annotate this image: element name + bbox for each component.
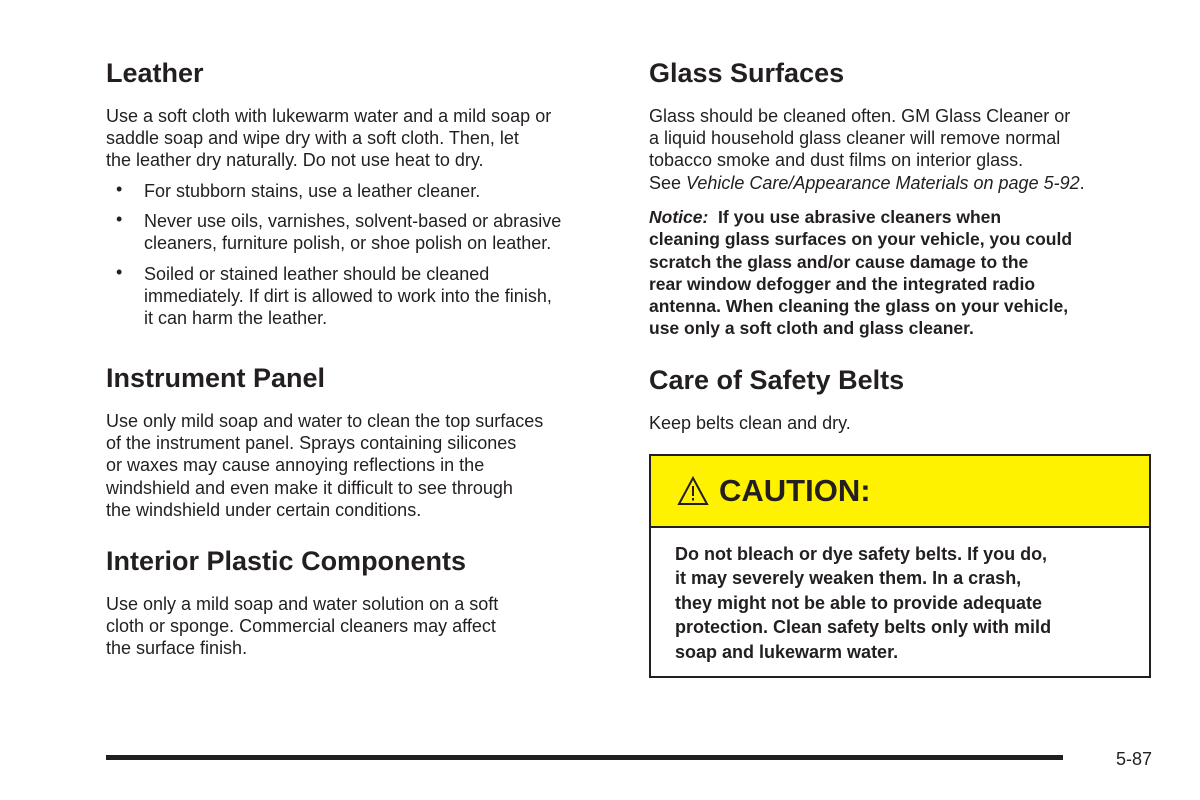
- glass-notice: Notice: If you use abrasive cleaners when cleaning glass surfaces on your vehicle, you could scratch the glass and/or cause damage to the rear window defogger and the integrated radio antenna. When cleaning the glass on your vehicle, use only a soft cloth and glass cleaner.: [649, 207, 1073, 339]
- bullet-icon: •: [116, 179, 123, 199]
- glass-surfaces-paragraph: Glass should be cleaned often. GM Glass Cleaner or a liquid household glass cleaner will remove normal tobacco smoke and dust films on interior glass. See Vehicle Care/Appearance Materials on page 5-92.: [649, 106, 1085, 193]
- page-number: 5-87: [1116, 749, 1153, 769]
- leather-paragraph: Use a soft cloth with lukewarm water and a mild soap or saddle soap and wipe dry with a soft cloth. Then, let the leather dry naturally. Do not use heat to dry.: [106, 106, 552, 171]
- instrument-panel-paragraph: Use only mild soap and water to clean the top surfaces of the instrument panel. Sprays containing silicones or waxes may cause annoying reflections in the windshield and even make it difficult to see through the windshield under certain conditions.: [106, 411, 544, 520]
- list-item: • Soiled or stained leather should be cleaned immediately. If dirt is allowed to work into the finish, it can harm the leather.: [116, 261, 552, 329]
- caution-title: CAUTION:: [719, 473, 871, 508]
- footer-rule: [106, 755, 1063, 760]
- list-item: • Never use oils, varnishes, solvent-based or abrasive cleaners, furniture polish, or shoe polish on leather.: [116, 209, 562, 254]
- instrument-panel-heading: Instrument Panel: [106, 363, 326, 393]
- list-item: • For stubborn stains, use a leather cleaner.: [116, 179, 481, 201]
- caution-header: [651, 456, 1149, 528]
- safety-belts-heading: Care of Safety Belts: [649, 365, 905, 395]
- warning-triangle-icon: [677, 476, 709, 506]
- bullet-icon: •: [116, 209, 123, 230]
- interior-plastic-paragraph: Use only a mild soap and water solution on a soft cloth or sponge. Commercial cleaners may affect the surface finish.: [106, 594, 499, 659]
- safety-belts-paragraph: Keep belts clean and dry.: [649, 413, 851, 433]
- notice-label: Notice:: [649, 207, 709, 227]
- bullet-icon: •: [116, 261, 123, 282]
- cross-reference-link[interactable]: Vehicle Care/Appearance Materials on page 5-92: [686, 172, 1080, 193]
- interior-plastic-heading: Interior Plastic Components: [106, 546, 467, 576]
- caution-box: [649, 454, 1151, 678]
- glass-surfaces-heading: Glass Surfaces: [649, 58, 845, 88]
- leather-heading: Leather: [106, 58, 204, 88]
- leather-bullet-list: [106, 180, 618, 337]
- caution-text: Do not bleach or dye safety belts. If you do, it may severely weaken them. In a crash, they might not be able to provide adequate protection. Clean safety belts only with mild soap and lukewarm water.: [675, 544, 1052, 662]
